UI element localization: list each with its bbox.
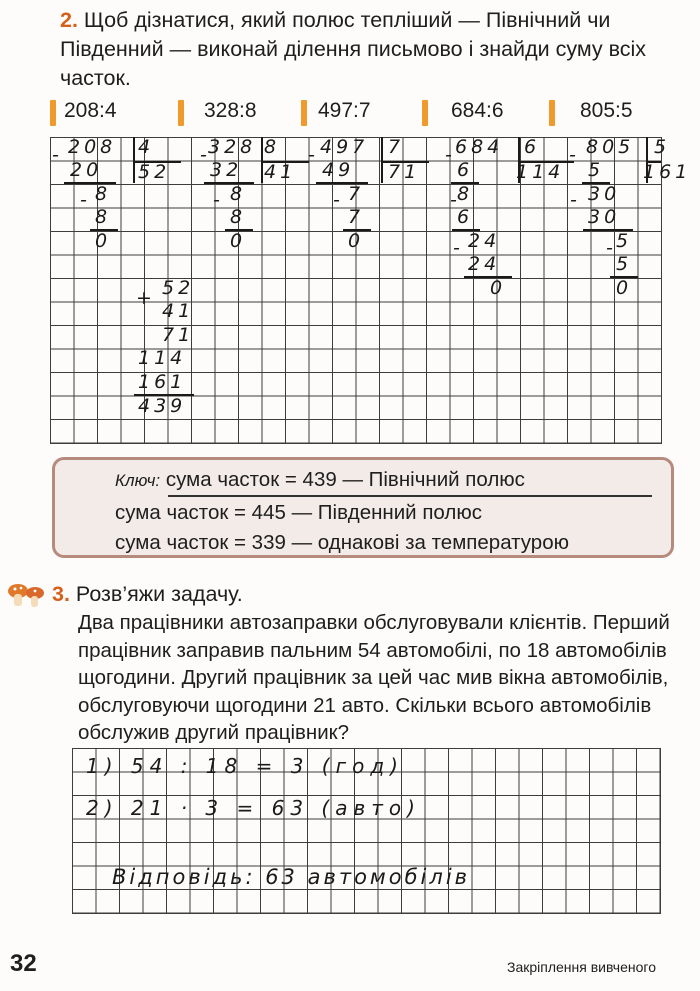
key-line-1-text: сума часток = 439 — Північний полюс xyxy=(165,468,525,491)
minus-sign: - xyxy=(606,237,617,259)
d3-rem: 0 xyxy=(348,230,365,252)
d1-rem: 0 xyxy=(95,230,112,252)
d4-divisor: 6 xyxy=(524,136,541,158)
footer-section: Закріплення вивченого xyxy=(507,959,656,975)
d5-dividend: 805 xyxy=(586,136,635,158)
d3-s2: 7 xyxy=(348,206,365,228)
bar-marker-3 xyxy=(301,100,307,126)
d5-s2: 30 xyxy=(588,206,621,228)
d1-vline xyxy=(133,137,135,183)
minus-sign: - xyxy=(450,189,461,211)
expressions-row xyxy=(50,98,690,132)
d4-s3: 24 xyxy=(468,253,501,275)
expression-5: 805:5 xyxy=(580,99,633,122)
d5-rem: 0 xyxy=(616,277,633,299)
key-line-3: сума часток = 339 — однакові за температурою xyxy=(115,531,569,554)
d3-quotient: 71 xyxy=(388,161,421,183)
sum-total: 439 xyxy=(138,395,187,417)
bar-marker-4 xyxy=(422,100,428,126)
expression-3: 497:7 xyxy=(318,99,371,122)
d5-sub1: 5 xyxy=(588,159,605,181)
sum-b: 41 xyxy=(162,300,195,322)
work-grid-division xyxy=(50,136,692,444)
task2-number: 2. xyxy=(60,8,78,32)
d1-quotient: 52 xyxy=(138,161,171,183)
sum-d: 114 xyxy=(138,347,187,369)
d3-divisor: 7 xyxy=(388,136,405,158)
key-box xyxy=(52,457,674,558)
d4-r1: 8 xyxy=(457,183,474,205)
d2-divisor: 8 xyxy=(264,136,281,158)
minus-sign: - xyxy=(200,144,211,166)
key-underline xyxy=(168,495,652,497)
d5-r1: 30 xyxy=(588,183,621,205)
d2-quotient: 41 xyxy=(264,161,297,183)
task3-number: 3. xyxy=(52,582,70,606)
d2-r1: 8 xyxy=(230,183,247,205)
key-label: Ключ: xyxy=(115,471,161,490)
d3-vline xyxy=(381,137,383,183)
task2-text: Щоб дізнатися, який полюс тепліший — Північний чи Південний — виконай ділення письмово і знайди суму всіх часток. xyxy=(60,8,647,90)
task2-paragraph xyxy=(60,6,680,93)
d4-dividend: 684 xyxy=(455,136,504,158)
d1-divisor: 4 xyxy=(138,136,155,158)
d4-sub1: 6 xyxy=(457,159,474,181)
d5-divisor: 5 xyxy=(654,136,671,158)
d4-r2: 24 xyxy=(468,230,501,252)
d2-rem: 0 xyxy=(230,230,247,252)
page-number: 32 xyxy=(10,950,37,977)
sum-c: 71 xyxy=(162,324,195,346)
sum-e: 161 xyxy=(138,371,187,393)
d2-sub1: 32 xyxy=(210,159,243,181)
task3-heading xyxy=(52,582,243,607)
key-line-2: сума часток = 445 — Південний полюс xyxy=(115,501,482,524)
minus-sign: - xyxy=(52,144,63,166)
d1-r1: 8 xyxy=(95,183,112,205)
expression-2: 328:8 xyxy=(204,99,257,122)
minus-sign: - xyxy=(333,189,344,211)
d3-sub1: 49 xyxy=(322,159,355,181)
minus-sign: - xyxy=(445,144,456,166)
minus-sign: - xyxy=(570,189,581,211)
bar-marker-5 xyxy=(549,100,555,126)
d1-dividend: 208 xyxy=(68,136,117,158)
d5-s3: 5 xyxy=(616,253,633,275)
mushroom-icon xyxy=(6,582,46,610)
bar-marker-2 xyxy=(178,100,184,126)
d2-s2: 8 xyxy=(230,206,247,228)
d1-s2: 8 xyxy=(95,206,112,228)
work-grid-solution xyxy=(72,748,661,914)
minus-sign: - xyxy=(80,189,91,211)
task3-title: Розв’яжи задачу. xyxy=(75,582,243,606)
key-line-1 xyxy=(115,468,525,492)
d1-sub1: 20 xyxy=(70,159,103,181)
d5-r2: 5 xyxy=(616,230,633,252)
d4-rem: 0 xyxy=(490,277,507,299)
d2-vline xyxy=(261,137,263,183)
solution-step-1: 1) 54 : 18 = 3 (год) xyxy=(86,754,404,778)
solution-answer: Відповідь: 63 автомобілів xyxy=(112,865,471,889)
sum-a: 52 xyxy=(162,277,195,299)
minus-sign: - xyxy=(213,189,224,211)
expression-4: 684:6 xyxy=(451,99,504,122)
solution-step-2: 2) 21 · 3 = 63 (авто) xyxy=(86,796,421,820)
minus-sign: - xyxy=(569,144,580,166)
sum-plus: + xyxy=(136,287,156,309)
minus-sign: - xyxy=(308,144,319,166)
expression-1: 208:4 xyxy=(64,99,117,122)
d3-dividend: 497 xyxy=(320,136,369,158)
d4-quotient: 114 xyxy=(516,161,565,183)
d4-s2: 6 xyxy=(457,206,474,228)
d2-line1 xyxy=(204,182,254,184)
bar-marker-1 xyxy=(50,100,56,126)
d5-quotient: 161 xyxy=(643,161,692,183)
d2-dividend: 328 xyxy=(208,136,257,158)
d3-r1: 7 xyxy=(348,183,365,205)
minus-sign: - xyxy=(453,237,464,259)
task3-text: Два працівники автозаправки обслуговували клієнтів. Перший працівник заправив пальним 54 автомобілі, по 18 автомобілів щогодини. Другий працівник за цей час мив вікна автомобілів, обслуговуючи щогодини 21 авто. Скільки всього автомобілів обслужив другий працівник? xyxy=(78,611,670,744)
